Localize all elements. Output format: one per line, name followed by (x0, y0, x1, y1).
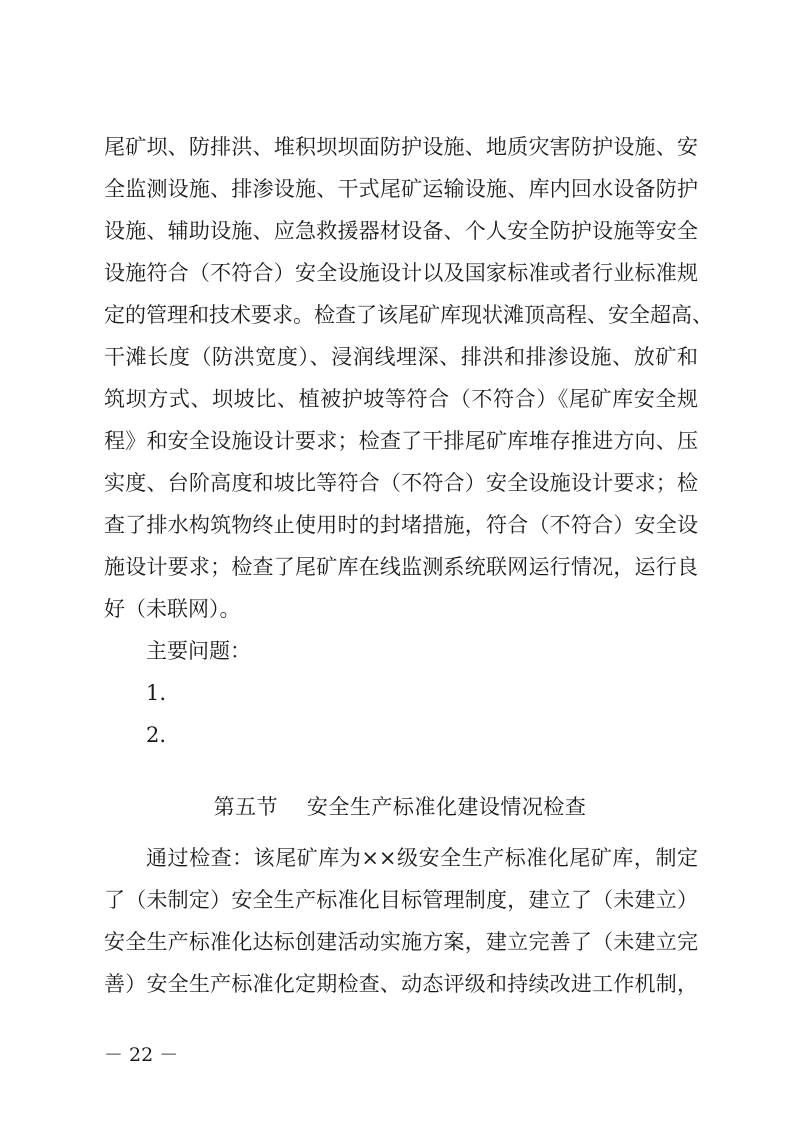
text-line: 通过检查：该尾矿库为××级安全生产标准化尾矿库，制定 (146, 846, 698, 870)
section-heading: 第五节 安全生产标准化建设情况检查 (213, 795, 587, 819)
issue-item: 1. (146, 681, 167, 705)
text-line: 善）安全生产标准化定期检查、动态评级和持续改进工作机制， (104, 972, 698, 996)
text-line: 设施、辅助设施、应急救援器材设备、个人安全防护设施等安全 (104, 219, 698, 243)
text-line: 尾矿坝、防排洪、堆积坝坝面防护设施、地质灾害防护设施、安 (104, 135, 698, 159)
issue-item: 2. (146, 723, 167, 747)
text-line: 好（未联网）。 (104, 597, 241, 621)
text-line: 施设计要求；检查了尾矿库在线监测系统联网运行情况，运行良 (104, 555, 698, 579)
text-line: 全监测设施、排渗设施、干式尾矿运输设施、库内回水设备防护 (104, 177, 698, 201)
text-line: 了（未制定）安全生产标准化目标管理制度，建立了（未建立） (104, 888, 698, 912)
page-number: － 22 － (104, 1044, 179, 1066)
text-line: 定的管理和技术要求。检查了该尾矿库现状滩顶高程、安全超高、 (104, 303, 713, 327)
text-line: 筑坝方式、坝坡比、植被护坡等符合（不符合）《尾矿库安全规 (104, 387, 698, 411)
text-line: 程》和安全设施设计要求；检查了干排尾矿库堆存推进方向、压 (104, 429, 698, 453)
text-line: 查了排水构筑物终止使用时的封堵措施，符合（不符合）安全设 (104, 513, 698, 537)
text-line: 实度、台阶高度和坡比等符合（不符合）安全设施设计要求；检 (104, 471, 698, 495)
text-line: 干滩长度（防洪宽度）、浸润线埋深、排洪和排渗设施、放矿和 (104, 345, 698, 369)
text-line: 安全生产标准化达标创建活动实施方案，建立完善了（未建立完 (104, 930, 698, 954)
text-line: 设施符合（不符合）安全设施设计以及国家标准或者行业标准规 (104, 261, 698, 285)
issues-label: 主要问题： (146, 639, 251, 663)
